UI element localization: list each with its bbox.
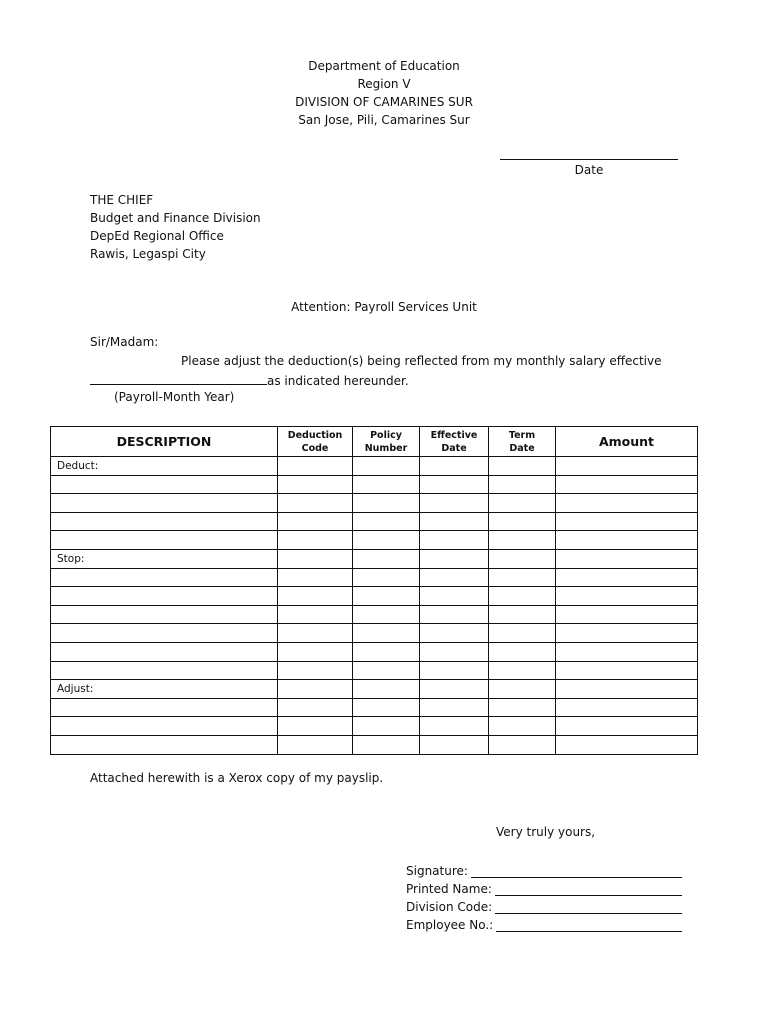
cell-deduction-code[interactable] <box>278 549 353 568</box>
cell-amount[interactable] <box>556 494 698 513</box>
body-paragraph-1: Please adjust the deduction(s) being reflected from my monthly salary effective <box>181 354 662 368</box>
cell-term-date[interactable] <box>489 587 556 606</box>
header-description: DESCRIPTION <box>51 427 278 457</box>
table-row <box>51 512 698 531</box>
cell-amount[interactable] <box>556 661 698 680</box>
cell-term-date[interactable] <box>489 624 556 643</box>
table-row <box>51 661 698 680</box>
cell-deduction-code[interactable] <box>278 457 353 476</box>
cell-amount[interactable] <box>556 624 698 643</box>
cell-effective-date[interactable] <box>420 642 489 661</box>
cell-term-date[interactable] <box>489 642 556 661</box>
cell-amount[interactable] <box>556 605 698 624</box>
cell-effective-date[interactable] <box>420 512 489 531</box>
cell-deduction-code[interactable] <box>278 642 353 661</box>
printed-name-label: Printed Name: <box>406 882 492 896</box>
cell-amount[interactable] <box>556 680 698 699</box>
cell-description[interactable] <box>51 494 278 513</box>
cell-policy-number[interactable] <box>353 735 420 754</box>
cell-deduction-code[interactable] <box>278 605 353 624</box>
cell-term-date[interactable] <box>489 531 556 550</box>
header-deduction-code: Deduction Code <box>278 427 353 457</box>
letterhead-line-4: San Jose, Pili, Camarines Sur <box>298 113 470 127</box>
cell-deduction-code[interactable] <box>278 661 353 680</box>
cell-effective-date[interactable] <box>420 698 489 717</box>
cell-policy-number[interactable] <box>353 624 420 643</box>
cell-description[interactable] <box>51 717 278 736</box>
cell-term-date[interactable] <box>489 680 556 699</box>
cell-amount[interactable] <box>556 531 698 550</box>
cell-term-date[interactable] <box>489 698 556 717</box>
cell-effective-date[interactable] <box>420 605 489 624</box>
addressee-line-4: Rawis, Legaspi City <box>90 247 206 261</box>
letterhead-line-3: DIVISION OF CAMARINES SUR <box>295 95 473 109</box>
cell-deduction-code[interactable] <box>278 568 353 587</box>
employee-no-row <box>406 914 682 932</box>
header-effective-date: Effective Date <box>420 427 489 457</box>
cell-amount[interactable] <box>556 457 698 476</box>
table-row <box>51 457 698 476</box>
cell-term-date[interactable] <box>489 512 556 531</box>
signature-field[interactable] <box>471 865 682 878</box>
cell-description[interactable] <box>51 531 278 550</box>
header-term-date: Term Date <box>489 427 556 457</box>
cell-effective-date[interactable] <box>420 549 489 568</box>
table-row <box>51 494 698 513</box>
printed-name-row <box>406 878 682 896</box>
cell-policy-number[interactable] <box>353 512 420 531</box>
letterhead-line-2: Region V <box>357 77 411 91</box>
cell-description[interactable] <box>51 642 278 661</box>
body-paragraph-2 <box>90 372 409 388</box>
table-row <box>51 642 698 661</box>
table-header-row <box>51 427 698 457</box>
cell-deduction-code[interactable] <box>278 680 353 699</box>
deduction-table <box>50 426 698 755</box>
cell-policy-number[interactable] <box>353 605 420 624</box>
cell-deduction-code[interactable] <box>278 624 353 643</box>
letterhead-line-1: Department of Education <box>308 59 460 73</box>
cell-deduction-code[interactable] <box>278 475 353 494</box>
section-label-deduct: Deduct: <box>57 459 99 472</box>
division-code-field[interactable] <box>495 901 682 914</box>
cell-policy-number[interactable] <box>353 568 420 587</box>
cell-term-date[interactable] <box>489 475 556 494</box>
attention-line: Attention: Payroll Services Unit <box>291 300 477 314</box>
cell-description[interactable] <box>51 512 278 531</box>
cell-deduction-code[interactable] <box>278 494 353 513</box>
cell-description[interactable] <box>51 605 278 624</box>
cell-term-date[interactable] <box>489 717 556 736</box>
table-row <box>51 549 698 568</box>
table-row <box>51 624 698 643</box>
table-row <box>51 587 698 606</box>
cell-deduction-code[interactable] <box>278 531 353 550</box>
signature-block <box>406 860 682 932</box>
payroll-month-blank[interactable] <box>90 372 267 385</box>
addressee-line-3: DepEd Regional Office <box>90 229 224 243</box>
cell-amount[interactable] <box>556 698 698 717</box>
date-field-line[interactable] <box>500 143 678 160</box>
cell-policy-number[interactable] <box>353 587 420 606</box>
cell-effective-date[interactable] <box>420 717 489 736</box>
table-row <box>51 475 698 494</box>
cell-effective-date[interactable] <box>420 624 489 643</box>
cell-description[interactable] <box>51 475 278 494</box>
cell-description[interactable] <box>51 698 278 717</box>
cell-effective-date[interactable] <box>420 457 489 476</box>
cell-effective-date[interactable] <box>420 661 489 680</box>
section-label-stop: Stop: <box>57 552 85 565</box>
cell-amount[interactable] <box>556 642 698 661</box>
table-row <box>51 735 698 754</box>
cell-policy-number[interactable] <box>353 680 420 699</box>
cell-policy-number[interactable] <box>353 475 420 494</box>
cell-term-date[interactable] <box>489 494 556 513</box>
employee-no-field[interactable] <box>496 919 682 932</box>
cell-effective-date[interactable] <box>420 494 489 513</box>
printed-name-field[interactable] <box>495 883 682 896</box>
table-row <box>51 698 698 717</box>
cell-amount[interactable] <box>556 568 698 587</box>
cell-effective-date[interactable] <box>420 735 489 754</box>
cell-term-date[interactable] <box>489 457 556 476</box>
cell-policy-number[interactable] <box>353 531 420 550</box>
cell-description[interactable] <box>51 661 278 680</box>
table-row <box>51 605 698 624</box>
cell-description <box>51 549 278 568</box>
letterhead <box>0 57 768 129</box>
closing-line: Very truly yours, <box>496 825 596 839</box>
header-amount: Amount <box>556 427 698 457</box>
section-label-adjust: Adjust: <box>57 682 94 695</box>
cell-policy-number[interactable] <box>353 642 420 661</box>
cell-effective-date[interactable] <box>420 475 489 494</box>
cell-amount[interactable] <box>556 475 698 494</box>
date-label: Date <box>574 163 604 177</box>
cell-amount[interactable] <box>556 717 698 736</box>
employee-no-label: Employee No.: <box>406 918 494 932</box>
cell-deduction-code[interactable] <box>278 698 353 717</box>
cell-description[interactable] <box>51 624 278 643</box>
addressee-block <box>90 191 261 263</box>
table-row <box>51 531 698 550</box>
cell-term-date[interactable] <box>489 605 556 624</box>
cell-effective-date[interactable] <box>420 568 489 587</box>
cell-term-date[interactable] <box>489 661 556 680</box>
cell-description[interactable] <box>51 735 278 754</box>
cell-policy-number[interactable] <box>353 457 420 476</box>
cell-description <box>51 457 278 476</box>
table-row <box>51 568 698 587</box>
table-row <box>51 717 698 736</box>
cell-description <box>51 680 278 699</box>
cell-term-date[interactable] <box>489 549 556 568</box>
header-policy-number: Policy Number <box>353 427 420 457</box>
cell-description[interactable] <box>51 568 278 587</box>
division-code-label: Division Code: <box>406 900 493 914</box>
cell-amount[interactable] <box>556 587 698 606</box>
salutation: Sir/Madam: <box>90 335 159 349</box>
signature-row <box>406 860 682 878</box>
division-code-row <box>406 896 682 914</box>
cell-effective-date[interactable] <box>420 680 489 699</box>
cell-policy-number[interactable] <box>353 549 420 568</box>
cell-policy-number[interactable] <box>353 661 420 680</box>
signature-label: Signature: <box>406 864 468 878</box>
table-row <box>51 680 698 699</box>
cell-effective-date[interactable] <box>420 531 489 550</box>
attachment-note: Attached herewith is a Xerox copy of my payslip. <box>90 771 384 785</box>
cell-term-date[interactable] <box>489 568 556 587</box>
payroll-month-hint: (Payroll-Month Year) <box>114 390 235 404</box>
body-paragraph-2-text: as indicated hereunder. <box>267 374 409 388</box>
addressee-line-1: THE CHIEF <box>90 193 154 207</box>
cell-deduction-code[interactable] <box>278 735 353 754</box>
cell-description[interactable] <box>51 587 278 606</box>
cell-amount[interactable] <box>556 512 698 531</box>
cell-deduction-code[interactable] <box>278 512 353 531</box>
addressee-line-2: Budget and Finance Division <box>90 211 261 225</box>
cell-effective-date[interactable] <box>420 587 489 606</box>
cell-term-date[interactable] <box>489 735 556 754</box>
cell-policy-number[interactable] <box>353 698 420 717</box>
cell-deduction-code[interactable] <box>278 717 353 736</box>
date-block <box>500 143 678 177</box>
cell-amount[interactable] <box>556 735 698 754</box>
cell-deduction-code[interactable] <box>278 587 353 606</box>
cell-policy-number[interactable] <box>353 494 420 513</box>
cell-policy-number[interactable] <box>353 717 420 736</box>
cell-amount[interactable] <box>556 549 698 568</box>
